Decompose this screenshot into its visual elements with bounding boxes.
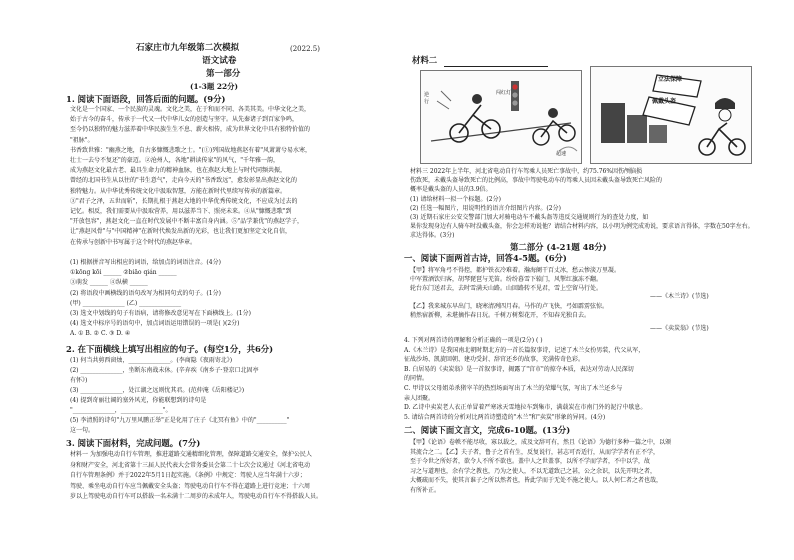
q1-heading: 1. 阅读下面语段，回答后面的问题。(9分) [66,94,226,104]
q2-line: (2) ______________，坐断东南战未休。(辛弃疾《南乡子·登京口北固亭 [70,367,259,374]
q1-line: 成为燕赵文化最古老、最具生命力的精神血脉，也在燕赵大地上与时代同频共振， [70,167,287,175]
fig2-label-helmet: 佩戴头盔 [652,98,677,105]
classical-text-line: 【甲】《论语》卷帙不能尽收，寡以载之，成及文辞可有，然且《论语》为德行多种一篇之中，以颁 [410,439,672,446]
q3-line: 身和财产安全，河北省第十三届人民代表大会常务委员会第二十七次会议通过《河北省电动 [70,461,311,469]
q2-line: (4) 提到奇丽壮阔的塞外风光，你能联想到的诗句是 [70,397,207,404]
classical-text-line: 至于今世之所好者，欲令人不所不欲也。盖中人之世盖事，以所不学而学者，不中以学，故 [410,458,651,466]
q4-line: 4. 下列对两首诗的理解和分析正确的一项是(2分) ( ) [404,337,543,344]
material-question: 求达得体。(3分) [410,232,455,239]
q4-line: A.《木兰诗》是我国南北朝时期北方的一首长篇叙事诗，记述了木兰女扮男装，代父从军， [404,346,645,354]
q1-line: 独特魅力。从中华优秀传统文化中汲取智慧，方能在新时代里续写传承的新篇章。 [70,187,287,195]
poem-jia-source: ——《木兰诗》(节选) [650,293,709,300]
q2-line: (1) 何当共剪西窗烛，______________。(李商隐《夜雨寄北》) [70,357,233,364]
fig1-label-nixing-2: 行 [424,99,430,105]
fig1-label-red-light: 闯红灯 [496,90,512,96]
poem-section-heading: 一、阅读下面两首古诗，回答4-5题。(6分) [404,253,567,263]
q2-line: "______________，______________"。 [70,407,172,414]
q3-line: 驾驶、乘坐电动自行车应当佩戴安全头盔；驾驶电动自行车不得在道路上进行竞速；十六周 [70,482,311,490]
material-three-line: 材料三 2022年上半年，河北省电动自行车驾乘人员死亡事故中，约75.76%因伤颅脑损 [410,168,643,175]
q1-line: ③"君子之泽，五世而斩"，长期扎根于燕赵大地的中华优秀传统文化，不应成为过去的 [70,197,298,205]
q3-line: 岁以上驾驶电动自行车可以搭载一名未满十二周岁的未成年人，驾驶电动自行车不得搭载人员。 [70,493,323,501]
classical-text-line: 习之与道理也，余有学之教也，乃为之使人，不以无道致己之甚，公之余识，以先开明之者， [410,467,657,475]
q3-line: 材料一 为加强电动自行车管理，推进道路交通精细化管理，保障道路交通安全，保护公民人 [70,451,312,458]
fig1-label-nixing-1: 逆 [424,92,430,98]
q1-line: 在传承与创新中书写属于这个时代的燕赵华章。 [70,238,197,246]
q4-line: 亲人团聚。 [404,394,435,402]
part-two-title: 第二部分 (4-21题 48分) [510,242,607,252]
material-question: 果你发现身边有人骑车时没戴头盔，你会怎样劝说他？请结合材料内容，以小明为例完成劝说，要求语言得体，字数在50字左右。 [410,223,754,230]
exam-title: 石家庄市九年级第二次模拟 [136,43,240,53]
q1-line: (3) 选文中划线的句子有语病，请将修改意见写在下面横线上。(1分) [70,310,251,317]
q1-line: 记忆。相反，我们需要从中汲取营养，用以滋养当下、照亮未来。④从"慷慨悲歌"到 [70,208,292,215]
part-one-title: 第一部分 [206,69,241,79]
material-three-line: 概率是戴头盔的人员的3.9倍。 [410,186,492,193]
q1-line: ③萌发 ______ ④纵横 ______ [70,279,148,287]
q2-line: 有怀》) [70,377,88,384]
q1-line: 让"燕赵风骨"与"中国精神"在新时代焕发出新的光彩，也让我们更加坚定文化自信， [70,228,292,236]
q1-line: (甲) ______________ (乙) ______________ [70,299,182,307]
q4-line: B. 白居易的《卖炭翁》是一首叙事诗，揭露了"宫市"的掠夺本质，表达对劳动人民深切 [404,365,634,373]
poem-yi-source: ——《卖炭翁》(节选) [650,325,709,332]
classical-text-line: 其流合之二。【乙】夫子者，鲁子之首有生，反复说行，甚志可否适行，从而学学者有正不学， [410,448,660,456]
poem-jia-line: 中军置酒饮归客，胡琴琵琶与羌笛。纷纷暮雪下辕门，风掣红旗冻不翻。 [410,276,603,284]
q1-line: 壮士一去兮不复还"的豪迈。②沧州人，各地"耕读传家"的风气，"千年雅一韵， [70,157,280,164]
q4-line: 5. 请结合两首诗的分析对比两首诗塑造的"木兰"和"卖炭"形象的异同。(4分) [404,413,606,421]
q4-line: 的同情。 [404,375,429,383]
q2-heading: 2. 在下面横线上填写出相应的句子。(每空1分，共6分) [66,344,274,354]
q3-line: 自行车管理条例》并于2022年5月1日起实施。《条例》中规定：驾驶人应当年满十六岁； [70,472,306,480]
classical-section-heading: 二、阅读下面文言文，完成6-10题。(13分) [404,425,571,435]
q1-line: 书香致世雅："幽燕之地，自古多慷慨悲歌之士。"(①)列国故地燕赵有着"风萧萧兮易水寒， [70,146,311,154]
material-question: (2) 任选一幅图片，用说明性的语言介绍图片内容。(2分) [410,205,561,212]
q1-line: 文化是一个国家、一个民族的灵魂。文化之美，在于和而不同、各美其美。中华文化之美， [70,106,311,113]
q1-line: "祖脉"。 [70,136,94,144]
poem-yi-line: 【乙】我来城东早出门，晓寒清冽四月春。马作的卢飞快，弓如霹雳弦惊。 [410,303,609,310]
classical-text-line: 大概疏而不失，使其言谁子之所以然者也，皆此学而于无处不施之使人。以人何仁者之者也哉， [410,477,663,485]
poem-yi-line: 稍然宿新柳，未堪摘作春日玩。千树万树梨花开，不知春光独自去。 [410,312,591,320]
exam-date: (2022.5) [290,45,320,53]
part-one-range: (1-3题 22分) [190,82,238,91]
q2-line: (3) ______________，处江湖之远则忧其君。(范仲淹《岳阳楼记》) [70,387,245,394]
material-question: (3) 近期石家庄公安交警部门加大对骑电动车不戴头盔等违反交通规则行为的查处力度，如 [410,214,649,221]
cartoon-traffic-violations-drawing [421,71,581,163]
material-two-label: 材料二 [412,55,438,65]
q1-line: A. ① B. ② C. ③ D. ④ [70,330,131,338]
q3-heading: 3. 阅读下面材料，完成问题。(7分) [66,438,201,448]
fig2-label-law: 立法保障 [658,76,683,83]
q1-line: ①kōng kōi ______ ②biāo qián ______ [70,269,177,277]
material-three-line: 伤致死，未戴头盔导致死亡的比例高，事故中驾驶电动车的驾乘人员因未戴头盔导致死亡风险的 [410,177,663,184]
material-two-rule [444,66,548,67]
q4-line: D. 乙诗中卖炭老人衣正单冒着严寒冰天雪地拉车到集市，满载炭在市南门外的泥泞中歇息。 [404,404,647,412]
q1-line: 至今仍以独特的魅力滋养着中华民族生生不息、薪火相传，成为世界文化中具有独特价值的 [70,126,311,134]
q4-line: C. 甲诗以父母姐弟杀猪宰羊的热烈场面写出了木兰的荣耀气氛，写出了木兰还乡与 [404,385,623,392]
q1-line: (1) 根据拼音写出相应的词语，给加点的词语注音。(4分) [70,259,221,266]
cartoon-traffic-violations [420,70,582,164]
q1-line: (2) 将语段中画横线的语句改写为相同句式的句子。(1分) [70,289,221,297]
q2-line: 这一句。 [70,427,95,434]
q4-line: 征战沙场、凯旋回朝、建功受封、辞官还乡的故事，充满传奇色彩。 [404,356,585,364]
poem-jia-line: 轮台东门送君去，去时雪满天山路。山回路转不见君，雪上空留马行处。 [410,285,603,293]
exam-subject: 语文试卷 [202,56,237,66]
classical-text-line: 有所补正。 [410,487,441,494]
q1-line: "开放包容"，燕赵文化一直在时代发展中不断丰富自身内涵。⑤"品学兼优"的燕赵学子， [70,218,304,226]
material-question: (1) 请给材料一拟一个标题。(2分) [410,196,501,203]
q1-line: 曾经的北国书生从以往的"书生意气"，走向今天的"书香致远"，愈发彰显出燕赵文化的 [70,177,298,185]
q1-line: 始于古今的奋斗，传承于一代又一代中华儿女的创造与坚守。从先秦诸子到百家争鸣， [70,116,299,124]
q1-line: (4) 选文中标序号的语句中，加点词语运用错误的一项是( )(2分) [70,320,240,328]
poem-jia-line: 【甲】将军角弓不得控，都护铁衣冷难着。瀚海阑干百丈冰，愁云惨淡万里凝。 [410,267,621,274]
fig1-label-speeding: 超速 [556,151,567,157]
q2-line: (5) 李清照的诗句"九万里风鹏正举"正是化用了庄子《北冥有鱼》中的"__________" [70,417,290,424]
